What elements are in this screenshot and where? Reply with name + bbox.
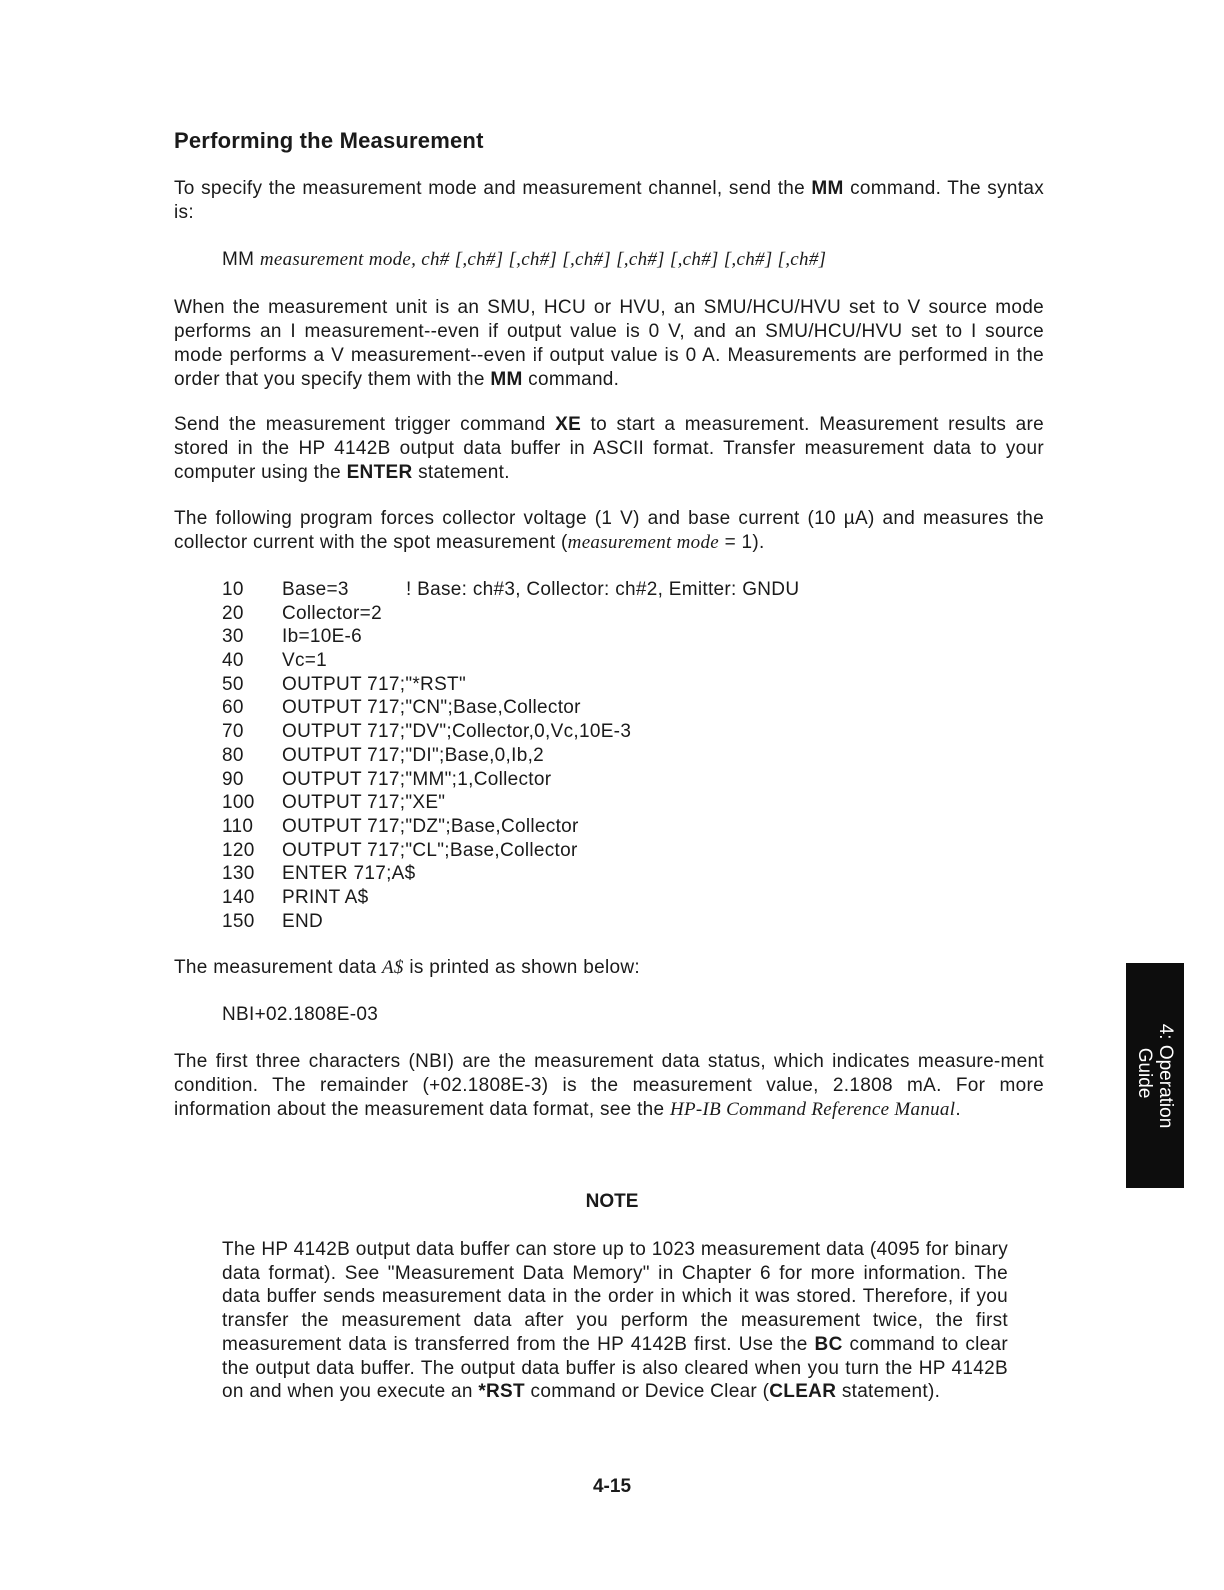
program-line — [222, 744, 631, 768]
program-line — [222, 578, 800, 602]
line-number: 90 — [222, 768, 244, 790]
program-line — [222, 886, 631, 910]
line-number: 120 — [222, 839, 255, 861]
line-code: OUTPUT 717;"MM";1,Collector — [282, 768, 552, 790]
line-number: 110 — [222, 815, 254, 837]
program-line — [222, 673, 631, 697]
line-code: Vc=1 — [282, 650, 328, 672]
section-heading: Performing the Measurement — [174, 128, 484, 153]
program-line — [222, 862, 631, 886]
line-code: END — [282, 910, 324, 932]
program-line — [222, 815, 631, 839]
line-number: 130 — [222, 863, 255, 885]
line-code: OUTPUT 717;"CN";Base,Collector — [282, 697, 581, 719]
program-listing — [222, 578, 800, 933]
status-paragraph: The first three characters (NBI) are the measurement data status, which indicates measure-ment condition. The remainder (+02.1808E-3) is the measurement value, 2.1808 mA. For more information about the measurement data format, see the HP-IB Command Reference Manual. — [174, 1051, 1044, 1120]
line-code: PRINT A$ — [282, 886, 369, 908]
line-number: 30 — [222, 626, 244, 648]
line-code: OUTPUT 717;"CL";Base,Collector — [282, 839, 578, 861]
line-number: 50 — [222, 673, 244, 695]
line-code: OUTPUT 717;"DZ";Base,Collector — [282, 815, 579, 837]
program-line — [222, 649, 631, 673]
intro-paragraph: To specify the measurement mode and measurement channel, send the MM command. The syntax is: — [174, 178, 1044, 223]
program-intro-paragraph: The following program forces collector voltage (1 V) and base current (10 µA) and measures the collector current with the spot measurement (measurement mode = 1). — [174, 508, 1044, 553]
page-number: 4-15 — [592, 1476, 632, 1497]
line-code: Base=3 — [282, 579, 349, 600]
program-line — [222, 839, 631, 863]
line-code: OUTPUT 717;"DI";Base,0,Ib,2 — [282, 744, 545, 766]
line-number: 140 — [222, 886, 255, 908]
line-number: 60 — [222, 697, 244, 719]
chapter-tab — [1126, 963, 1184, 1188]
line-code: OUTPUT 717;"XE" — [282, 792, 446, 814]
chapter-tab-label: 4: Operation Guide — [1134, 1023, 1176, 1128]
line-code: ENTER 717;A$ — [282, 863, 416, 885]
program-line — [222, 768, 631, 792]
program-line — [222, 720, 631, 744]
line-code: OUTPUT 717;"DV";Collector,0,Vc,10E-3 — [282, 721, 632, 743]
program-line — [222, 696, 631, 720]
line-comment: ! Base: ch#3, Collector: ch#2, Emitter: GNDU — [406, 579, 800, 600]
mm-syntax: MM measurement mode, ch# [,ch#] [,ch#] [,ch#] [,ch#] [,ch#] [,ch#] [,ch#] — [222, 249, 827, 270]
measurement-units-paragraph: When the measurement unit is an SMU, HCU or HVU, an SMU/HCU/HVU set to V source mode performs an I measurement--even if output value is 0 V, and an SMU/HCU/HVU set to I source mode performs a V measurement--even if output value is 0 A. Measurements are performed in the order that you specify them with the MM command. — [174, 297, 1044, 390]
program-line — [222, 625, 631, 649]
line-number: 10 — [222, 579, 244, 600]
note-title: NOTE — [585, 1191, 639, 1212]
line-number: 80 — [222, 744, 244, 766]
printed-result: NBI+02.1808E-03 — [222, 1004, 379, 1025]
line-code: Ib=10E-6 — [282, 626, 363, 648]
program-line — [222, 791, 631, 815]
program-line — [222, 910, 631, 934]
printed-data-paragraph: The measurement data A$ is printed as shown below: — [174, 957, 640, 978]
line-code: OUTPUT 717;"*RST" — [282, 673, 467, 695]
note-body: The HP 4142B output data buffer can store up to 1023 measurement data (4095 for binary data format). See "Measurement Data Memory" in Chapter 6 for more information. The data buffer sends measurement data in the order in which it was stored. Therefore, if you transfer the measurement data after you perform the measurement twice, the first measurement data is transferred from the HP 4142B first. Use the BC command to clear the output data buffer. The output data buffer is also cleared when you turn the HP 4142B on and when you execute an *RST command or Device Clear (CLEAR statement). — [222, 1239, 1009, 1403]
line-code: Collector=2 — [282, 602, 382, 624]
line-number: 70 — [222, 721, 244, 743]
line-number: 40 — [222, 650, 244, 672]
line-number: 150 — [222, 910, 255, 932]
trigger-paragraph: Send the measurement trigger command XE to start a measurement. Measurement results are stored in the HP 4142B output data buffer in ASCII format. Transfer measurement data to your computer using the ENTER statement. — [174, 414, 1045, 483]
program-line — [222, 602, 631, 626]
line-number: 20 — [222, 602, 244, 624]
line-number: 100 — [222, 792, 255, 814]
